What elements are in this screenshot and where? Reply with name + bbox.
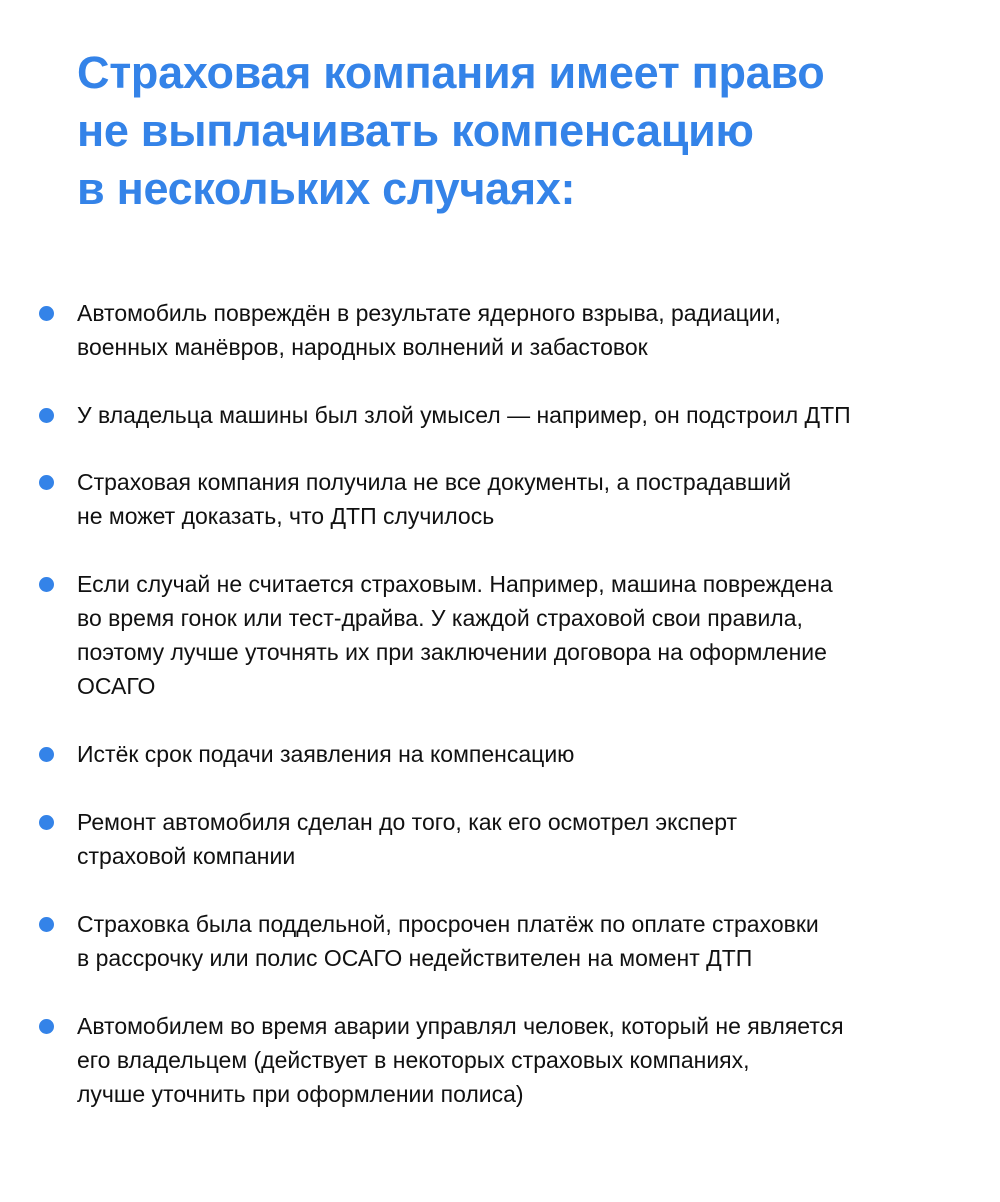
bullet-dot-icon — [39, 815, 54, 830]
page-title — [77, 44, 957, 218]
text-line: во время гонок или тест-драйва. У каждой страховой свои правила, — [77, 605, 803, 631]
text-line: военных манёвров, народных волнений и забастовок — [77, 334, 648, 360]
list-item-text — [77, 1009, 977, 1111]
list-item-text — [77, 805, 977, 873]
text-line: ОСАГО — [77, 673, 156, 699]
list-item-text — [77, 567, 977, 703]
text-line: его владельцем (действует в некоторых страховых компаниях, — [77, 1047, 750, 1073]
text-line: Страховая компания получила не все документы, а пострадавший — [77, 469, 792, 495]
text-line: Истёк срок подачи заявления на компенсацию — [77, 741, 575, 767]
text-line: страховой компании — [77, 843, 296, 869]
text-line: Страховка была поддельной, просрочен платёж по оплате страховки — [77, 911, 819, 937]
bullet-dot-icon — [39, 475, 54, 490]
bullet-dot-icon — [39, 747, 54, 762]
bullet-dot-icon — [39, 1019, 54, 1034]
text-line: Если случай не считается страховым. Например, машина повреждена — [77, 571, 833, 597]
list-item-text — [77, 737, 977, 771]
list-item-text — [77, 465, 977, 533]
text-line: в рассрочку или полис ОСАГО недействителен на момент ДТП — [77, 945, 753, 971]
list-item-text — [77, 296, 977, 364]
title-line: в нескольких случаях: — [77, 163, 576, 214]
bullet-dot-icon — [39, 408, 54, 423]
text-line: не может доказать, что ДТП случилось — [77, 503, 495, 529]
list-item-text — [77, 907, 977, 975]
text-line: У владельца машины был злой умысел — например, он подстроил ДТП — [77, 402, 851, 428]
bullet-dot-icon — [39, 917, 54, 932]
bullet-dot-icon — [39, 577, 54, 592]
title-line: не выплачивать компенсацию — [77, 105, 754, 156]
bullet-dot-icon — [39, 306, 54, 321]
text-line: Автомобилем во время аварии управлял человек, который не является — [77, 1013, 844, 1039]
list-item-text — [77, 398, 977, 432]
text-line: Автомобиль повреждён в результате ядерного взрыва, радиации, — [77, 300, 781, 326]
text-line: лучше уточнить при оформлении полиса) — [77, 1081, 524, 1107]
title-line: Страховая компания имеет право — [77, 47, 825, 98]
text-line: поэтому лучше уточнять их при заключении договора на оформление — [77, 639, 827, 665]
text-line: Ремонт автомобиля сделан до того, как его осмотрел эксперт — [77, 809, 738, 835]
